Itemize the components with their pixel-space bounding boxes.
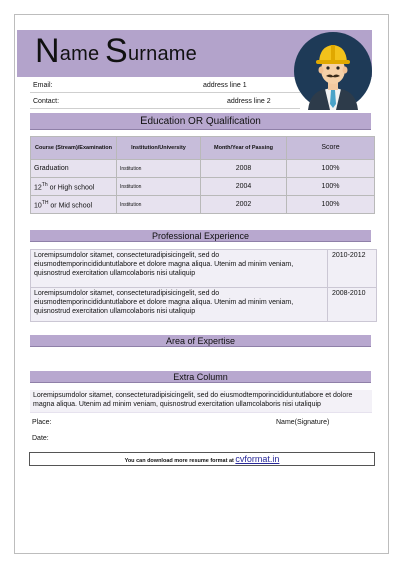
course-cell: Graduation <box>31 160 117 178</box>
footer-download-note <box>29 452 375 466</box>
year-cell: 2002 <box>201 196 287 214</box>
name-first-initial: N <box>35 32 60 70</box>
institution-cell: Institution <box>117 160 201 178</box>
education-section-title <box>30 113 371 130</box>
table-row <box>31 196 375 214</box>
score-cell: 100% <box>287 178 375 196</box>
education-title-rest: ducation OR Qualification <box>147 116 261 127</box>
candidate-name <box>35 34 197 68</box>
experience-period: 2010-2012 <box>328 250 377 288</box>
table-row <box>31 288 377 322</box>
name-last-initial: S <box>105 32 128 70</box>
score-header: Score <box>287 137 375 160</box>
address-line-2: address line 2 <box>227 98 271 105</box>
table-row <box>31 250 377 288</box>
name-last-rest: urname <box>127 43 197 65</box>
year-cell: 2004 <box>201 178 287 196</box>
course-header: Course (Stream)/Examination <box>31 137 117 160</box>
course-cell: 12Th or High school <box>31 178 117 196</box>
education-header-row <box>31 137 375 160</box>
contact-label: Contact: <box>33 98 60 105</box>
experience-description: Loremipsumdolor sitamet, consecteturadipisicingelit, sed do eiusmodtemporincididuntutlabore et dolore magna aliqua. Utenim ad minim veniam, quisnostrud exercitation ullamcolaboris nisi utaliquip <box>31 288 328 322</box>
experience-table <box>30 249 377 322</box>
score-cell: 100% <box>287 196 375 214</box>
contact-row-email <box>30 80 300 93</box>
institution-cell: Institution <box>117 196 201 214</box>
score-cell: 100% <box>287 160 375 178</box>
experience-section-title: Professional Experience <box>30 230 371 242</box>
extra-section-title: Extra Column <box>30 371 371 383</box>
place-label: Place: <box>32 419 52 426</box>
address-line-1: address line 1 <box>203 82 247 89</box>
footer-text: You can download more resume format at <box>124 458 236 464</box>
education-title-initial: E <box>140 115 148 127</box>
institution-header: Institution/University <box>117 137 201 160</box>
extra-column-text: Loremipsumdolor sitamet, consecteturadipisicingelit, sed do eiusmodtemporincididuntutlabore et dolore magna aliqua. Utenim ad minim veniam, quisnostrud exercitation ullamcolaboris nisi utaliquip <box>30 390 372 413</box>
email-label: Email: <box>33 82 53 89</box>
table-row <box>31 178 375 196</box>
name-first-rest: ame <box>59 43 100 65</box>
course-cell: 10TH or Mid school <box>31 196 117 214</box>
date-label: Date: <box>32 435 49 442</box>
signature-label: Name(Signature) <box>276 419 330 426</box>
expertise-section-title: Area of Expertise <box>30 335 371 347</box>
education-table <box>30 136 375 214</box>
engineer-hardhat-avatar-icon <box>294 32 372 110</box>
footer-link[interactable]: cvformat.in <box>235 454 280 464</box>
year-cell: 2008 <box>201 160 287 178</box>
experience-description: Loremipsumdolor sitamet, consecteturadipisicingelit, sed do eiusmodtemporincididuntutlabore et dolore magna aliqua. Utenim ad minim veniam, quisnostrud exercitation ullamcolaboris nisi utaliquip <box>31 250 328 288</box>
institution-cell: Institution <box>117 178 201 196</box>
contact-row-phone <box>30 96 300 109</box>
experience-period: 2008-2010 <box>328 288 377 322</box>
table-row <box>31 160 375 178</box>
year-header: Month/Year of Passing <box>201 137 287 160</box>
